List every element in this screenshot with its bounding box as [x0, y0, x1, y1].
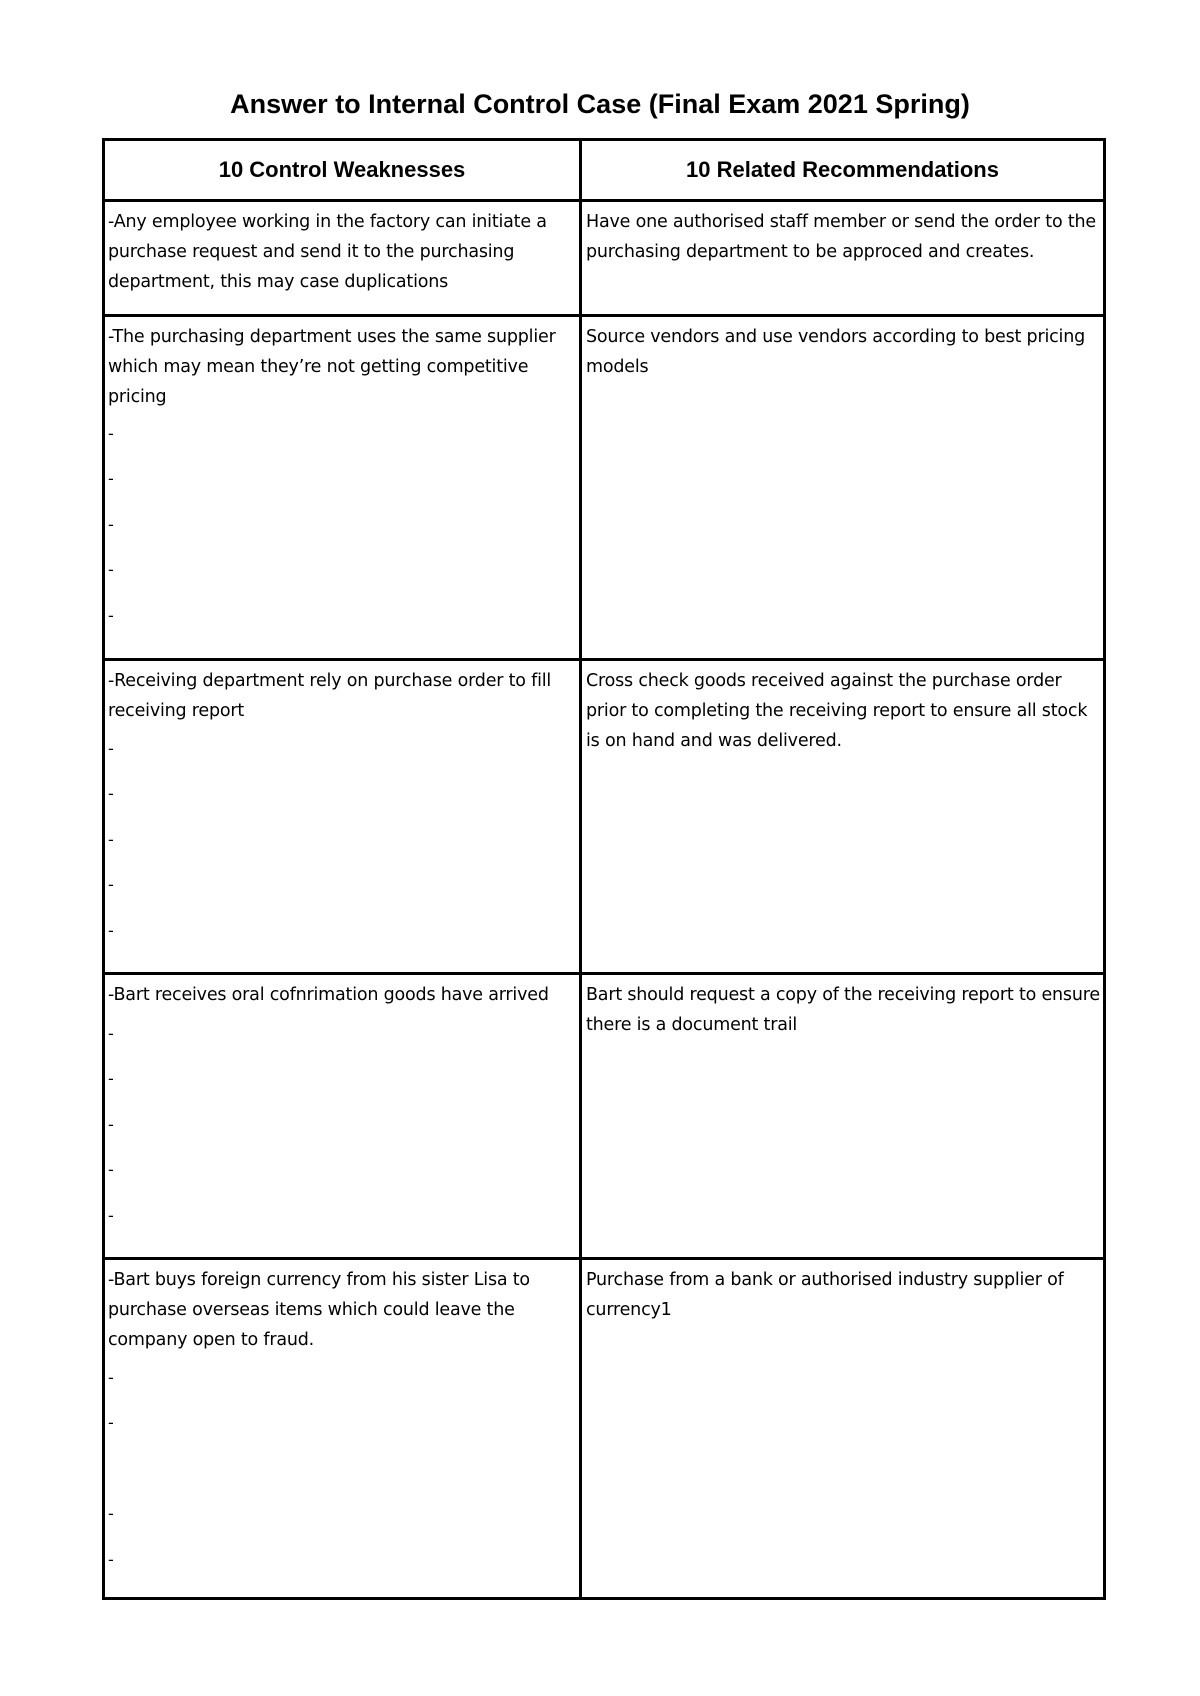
dash-marker: - [108, 830, 114, 849]
dash-marker: - [108, 560, 114, 579]
dash-marker: - [108, 424, 114, 443]
weakness-cell: -Bart receives oral cofnrimation goods have arrived [108, 985, 549, 1005]
table-row [105, 972, 1103, 1257]
dash-marker: - [108, 1368, 114, 1387]
table-row [105, 1257, 1103, 1597]
column-divider [579, 317, 582, 658]
column-divider [579, 202, 582, 314]
dash-marker: - [108, 515, 114, 534]
recommendation-cell: Purchase from a bank or authorised industry supplier of currency1 [586, 1270, 1064, 1320]
header-recommendations: 10 Related Recommendations [686, 157, 999, 182]
weakness-cell: -The purchasing department uses the same supplier which may mean they’re not getting competitive pricing [108, 327, 556, 407]
table-row [105, 314, 1103, 658]
column-divider [579, 975, 582, 1257]
recommendation-cell: Bart should request a copy of the receiving report to ensure there is a document trail [586, 985, 1100, 1035]
dash-marker: - [108, 1206, 114, 1225]
dash-marker: - [108, 1069, 114, 1088]
dash-marker: - [108, 921, 114, 940]
weakness-cell: -Any employee working in the factory can initiate a purchase request and send it to the purchasing department, this may case duplications [108, 212, 547, 292]
recommendation-cell: Source vendors and use vendors according to best pricing models [586, 327, 1085, 377]
header-weaknesses: 10 Control Weaknesses [218, 157, 466, 182]
table-header-row [105, 141, 1103, 199]
table-row [105, 658, 1103, 972]
weakness-cell: -Bart buys foreign currency from his sister Lisa to purchase overseas items which could leave the company open to fraud. [108, 1270, 530, 1350]
column-divider [579, 661, 582, 972]
dash-marker: - [108, 1160, 114, 1179]
dash-marker: - [108, 1504, 114, 1523]
dash-marker: - [108, 1115, 114, 1134]
weakness-cell: -Receiving department rely on purchase order to fill receiving report [108, 671, 552, 721]
dash-marker: - [108, 1024, 114, 1043]
column-divider [579, 1260, 582, 1597]
dash-marker: - [108, 469, 114, 488]
table-row [105, 199, 1103, 314]
dash-marker: - [108, 875, 114, 894]
dash-marker: - [108, 1413, 114, 1432]
dash-marker: - [108, 739, 114, 758]
page-title: Answer to Internal Control Case (Final Exam 2021 Spring) [230, 89, 970, 119]
dash-marker: - [108, 784, 114, 803]
recommendation-cell: Cross check goods received against the purchase order prior to completing the receiving report to ensure all stock is on hand and was delivered. [586, 671, 1088, 751]
recommendation-cell: Have one authorised staff member or send the order to the purchasing department to be approced and creates. [586, 212, 1096, 262]
dash-marker: - [108, 606, 114, 625]
dash-marker: - [108, 1550, 114, 1569]
answer-table [102, 138, 1106, 1600]
